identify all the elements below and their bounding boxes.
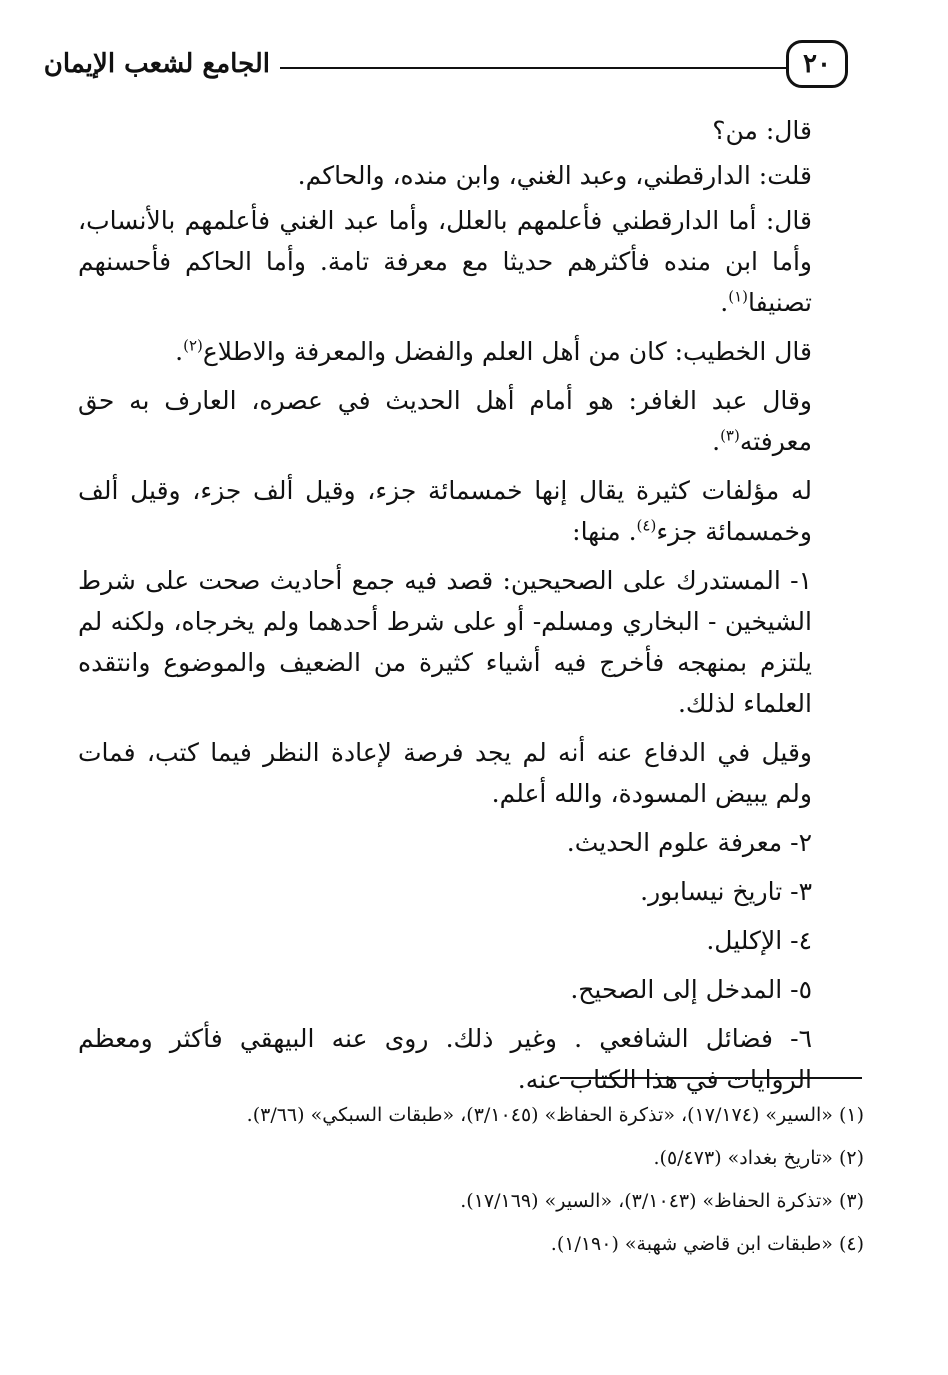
footnote-marker: (٢) bbox=[183, 336, 203, 355]
list-item: ٢- معرفة علوم الحديث. bbox=[566, 828, 812, 857]
footnote-marker: (٣) bbox=[720, 426, 740, 445]
footnote: (٢) «تاريخ بغداد» (٥/٤٧٣). bbox=[653, 1147, 864, 1169]
list-item: ١- المستدرك على الصحيحين: قصد فيه جمع أحاديث صحت على شرط الشيخين - البخاري ومسلم- أو على شرط أحدهما ولم يخرجاه، ولكنه لم يلتزم بمنهجه فأخرج فيه أشياء كثيرة من الضعيف والموضوع وانتقده العلماء لذلك. bbox=[78, 566, 812, 718]
paragraph-text: قال: أما الدارقطني فأعلمهم بالعلل، وأما عبد الغني فأعلمهم بالأنساب، وأما ابن منده فأكثرهم حديثا مع معرفة تامة. وأما الحاكم فأحسنهم تصنيفا bbox=[78, 206, 812, 317]
paragraph-text: له مؤلفات كثيرة يقال إنها خمسمائة جزء، وقيل ألف جزء، وقيل ألف وخمسمائة جزء bbox=[78, 476, 812, 546]
running-title: الجامع لشعب الإيمان bbox=[43, 49, 270, 79]
footnote-marker: (١) bbox=[728, 287, 748, 306]
footnote-marker: (٤) bbox=[636, 516, 657, 535]
footnote: (١) «السير» (١٧/١٧٤)، «تذكرة الحفاظ» (٣/١٠٤٥)، «طبقات السبكي» (٣/٦٦). bbox=[246, 1104, 864, 1126]
paragraph: قال: من؟ bbox=[712, 116, 812, 145]
paragraph-end: . bbox=[175, 337, 184, 366]
body-text bbox=[78, 110, 812, 1108]
footnote: (٣) «تذكرة الحفاظ» (٣/١٠٤٣)، «السير» (١٧/١٦٩). bbox=[460, 1190, 864, 1212]
paragraph-end: . bbox=[712, 427, 721, 456]
paragraph bbox=[78, 200, 812, 323]
paragraph bbox=[78, 380, 812, 462]
footnote-rule bbox=[560, 1077, 862, 1079]
header-rule bbox=[280, 67, 786, 69]
paragraph-text: وقال عبد الغافر: هو أمام أهل الحديث في عصره، العارف به حق معرفته bbox=[78, 386, 812, 456]
paragraph bbox=[78, 331, 812, 372]
list-item: ٤- الإكليل. bbox=[706, 926, 812, 955]
paragraph-end: . منها: bbox=[572, 517, 637, 546]
footnote: (٤) «طبقات ابن قاضي شهبة» (١/١٩٠). bbox=[550, 1233, 864, 1255]
paragraph bbox=[78, 470, 812, 552]
paragraph-text: قال الخطيب: كان من أهل العلم والفضل والمعرفة والاطلاع bbox=[202, 337, 812, 366]
page-number: ٢٠ bbox=[786, 40, 848, 88]
list-item: ٣- تاريخ نيسابور. bbox=[640, 877, 812, 906]
footnotes bbox=[100, 1094, 864, 1266]
paragraph-end: . bbox=[720, 288, 729, 317]
paragraph: قلت: الدارقطني، وعبد الغني، وابن منده، والحاكم. bbox=[297, 161, 812, 190]
paragraph: وقيل في الدفاع عنه أنه لم يجد فرصة لإعادة النظر فيما كتب، فمات ولم يبيض المسودة، والله أعلم. bbox=[78, 738, 812, 808]
list-item: ٥- المدخل إلى الصحيح. bbox=[570, 975, 812, 1004]
list-item: ٦- فضائل الشافعي . وغير ذلك. روى عنه البيهقي فأكثر ومعظم الروايات في هذا الكتاب عنه. bbox=[78, 1024, 812, 1094]
